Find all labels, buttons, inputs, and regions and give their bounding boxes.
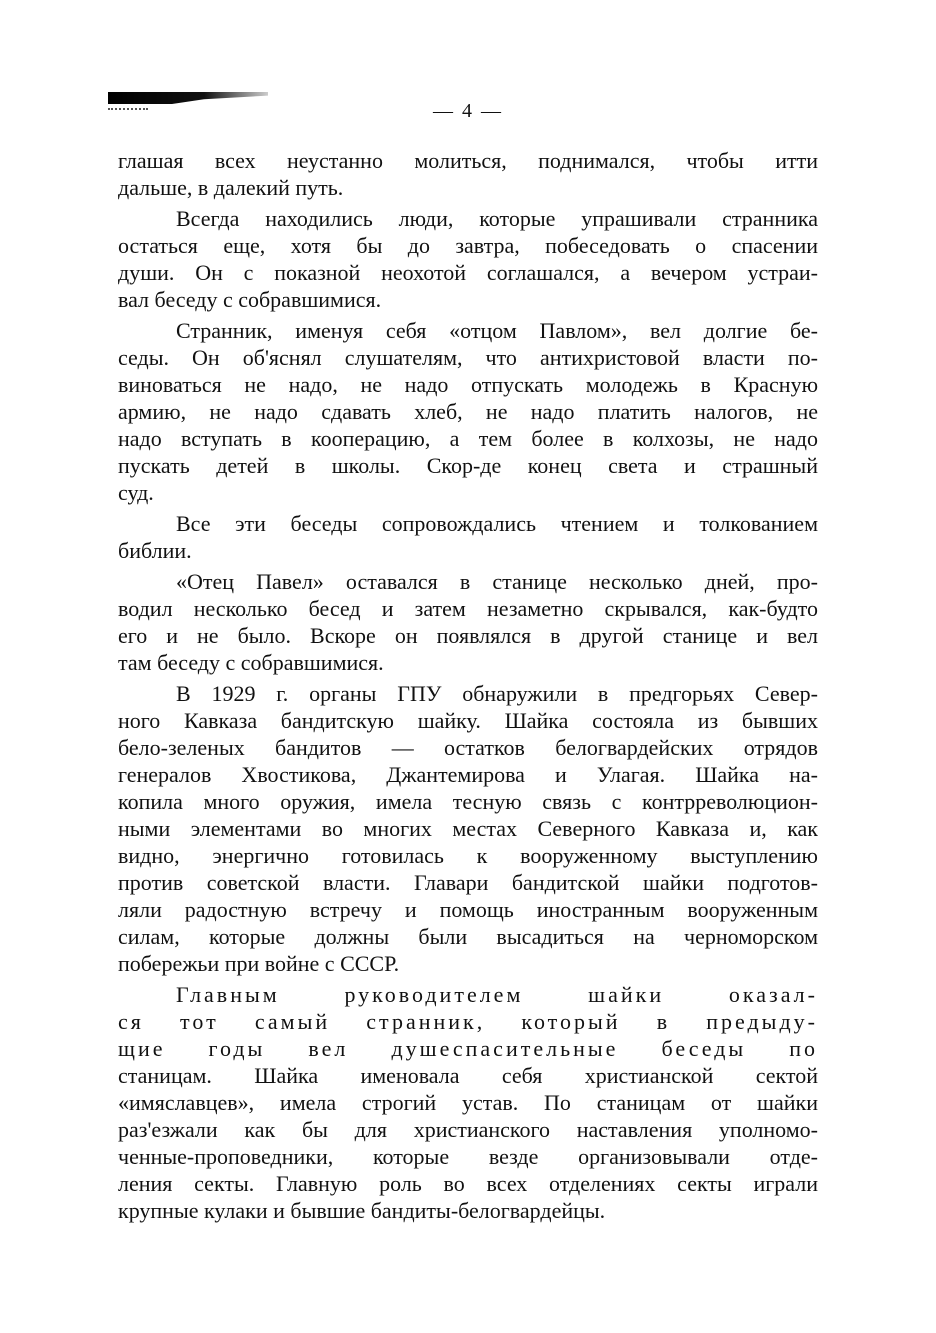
text-line: бело-зеленых бандитов — остатков белогвардейских отрядов [118, 735, 818, 760]
text-line: «имяславцев», имела строгий устав. По станицам от шайки [118, 1090, 818, 1115]
text-line: против советской власти. Главари бандитской шайки подготов- [118, 870, 818, 895]
paragraph [118, 147, 818, 201]
text-line: суд. [118, 480, 154, 505]
text-line: «Отец Павел» оставался в станице несколько дней, про- [176, 569, 818, 594]
paragraph [118, 680, 818, 977]
text-line: Главным руководителем шайки оказал- [176, 982, 818, 1007]
text-line: его и не было. Вскоре он появлялся в другой станице и вел [118, 623, 818, 648]
text-line: ного Кавказа бандитскую шайку. Шайка состояла из бывших [118, 708, 818, 733]
scan-smudge [108, 92, 268, 104]
paragraph [118, 317, 818, 506]
text-line: ляли радостную встречу и помощь иностранным вооруженным [118, 897, 818, 922]
text-line: станицам. Шайка именовала себя христианской сектой [118, 1063, 818, 1088]
text-line: Странник, именуя себя «отцом Павлом», вел долгие бе- [176, 318, 818, 343]
text-line: там беседу с собравшимися. [118, 650, 384, 675]
text-line: дальше, в далекий путь. [118, 175, 344, 200]
text-line: надо вступать в кооперацию, а тем более в колхозы, не надо [118, 426, 818, 451]
text-line: глашая всех неустанно молиться, поднимался, чтобы итти [118, 148, 818, 173]
scan-smudge [108, 108, 148, 116]
paragraph [118, 981, 818, 1224]
text-line: видно, энергично готовилась к вооруженному выступлению [118, 843, 818, 868]
paragraph [118, 510, 818, 564]
text-line: ся тот самый странник, который в предыду- [118, 1009, 818, 1034]
text-line: пускать детей в школы. Скор-де конец света и страшный [118, 453, 818, 478]
text-line: виноваться не надо, не надо отпускать молодежь в Красную [118, 372, 818, 397]
text-line: остаться еще, хотя бы до завтра, побеседовать о спасении [118, 233, 818, 258]
text-line: Все эти беседы сопровождались чтением и толкованием [176, 511, 818, 536]
text-line: вал беседу с собравшимися. [118, 287, 382, 312]
text-line: ными элементами во многих местах Северного Кавказа и, как [118, 816, 818, 841]
text-line: библии. [118, 538, 192, 563]
text-line: седы. Он об'яснял слушателям, что антихристовой власти по- [118, 345, 818, 370]
text-line: ления секты. Главную роль во всех отделениях секты играли [118, 1171, 818, 1196]
text-line: ченные-проповедники, которые везде организовывали отде- [118, 1144, 818, 1169]
text-line: раз'езжали как бы для христианского наставления уполномо- [118, 1117, 818, 1142]
page-number: — 4 — [433, 100, 503, 122]
text-line: побережьи при войне с СССР. [118, 951, 400, 976]
text-line: В 1929 г. органы ГПУ обнаружили в предгорьях Север- [176, 681, 818, 706]
text-line: копила много оружия, имела тесную связь с контрреволюцион- [118, 789, 818, 814]
text-line: крупные кулаки и бывшие бандиты-белогвардейцы. [118, 1198, 606, 1223]
body-text [118, 147, 818, 1228]
text-line: генералов Хвостикова, Джантемирова и Улагая. Шайка на- [118, 762, 818, 787]
text-line: водил несколько бесед и затем незаметно скрывался, как-будто [118, 596, 818, 621]
text-line: армию, не надо сдавать хлеб, не надо платить налогов, не [118, 399, 818, 424]
text-line: щие годы вел душеспасительные беседы по [118, 1036, 818, 1061]
text-line: души. Он с показной неохотой соглашался, а вечером устраи- [118, 260, 818, 285]
text-line: Всегда находились люди, которые упрашивали странника [176, 206, 818, 231]
paragraph [118, 568, 818, 676]
text-line: силам, которые должны были высадиться на черноморском [118, 924, 818, 949]
paragraph [118, 205, 818, 313]
